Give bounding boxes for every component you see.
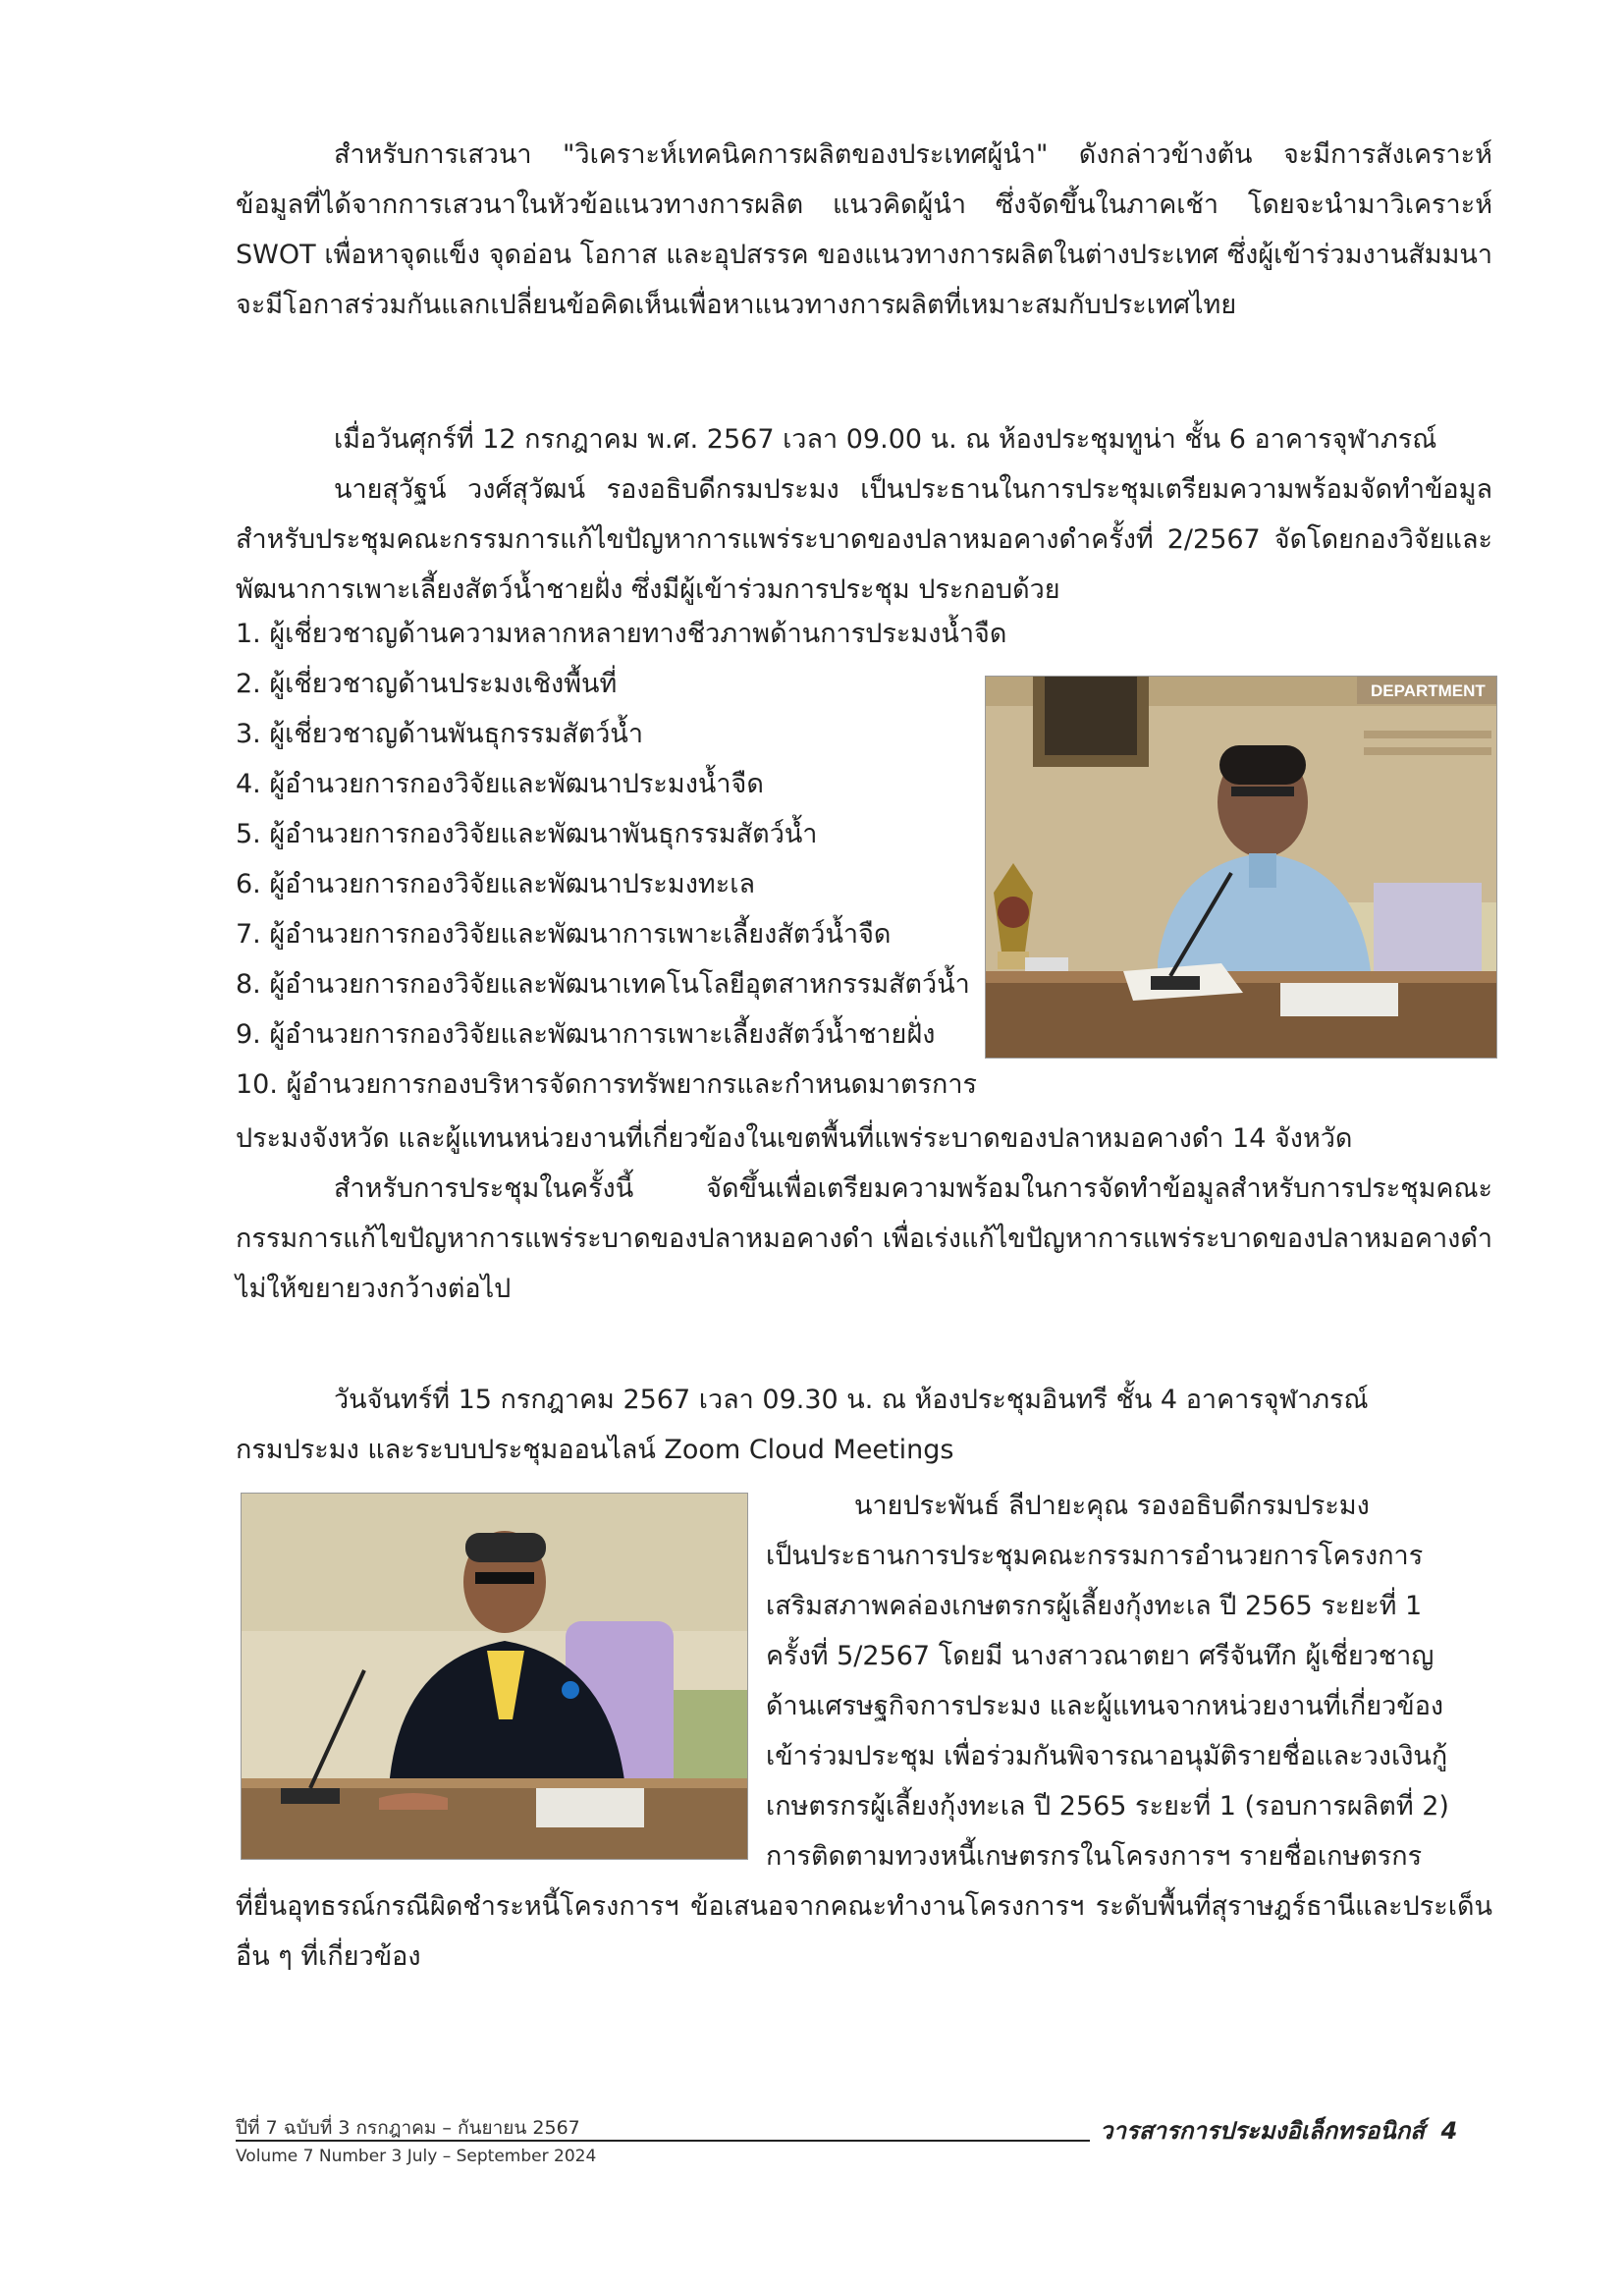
meeting2-tail: ที่ยื่นอุทธรณ์กรณีผิดชำระหนี้โครงการฯ ข้อเสนอจากคณะทำงานโครงการฯ ระดับพื้นที่สุราษฎร์ธานีและประเด็นอื่น ๆ ที่เกี่ยวข้อง bbox=[236, 1891, 1492, 1972]
meeting2-photo-illustration bbox=[242, 1494, 747, 1859]
meeting2-body-line: เป็นประธานการประชุมคณะกรรมการอำนวยการโครงการ bbox=[766, 1541, 1424, 1571]
list-item: 2. ผู้เชี่ยวชาญด้านประมงเชิงพื้นที่ bbox=[236, 669, 618, 699]
meeting2-body-line: ด้านเศรษฐกิจการประมง และผู้แทนจากหน่วยงานที่เกี่ยวข้อง bbox=[766, 1691, 1444, 1721]
meeting1-date-line: เมื่อวันศุกร์ที่ 12 กรกฎาคม พ.ศ. 2567 เวลา 09.00 น. ณ ห้องประชุมทูน่า ชั้น 6 อาคารจุฬาภรณ์ bbox=[334, 424, 1437, 455]
meeting1-photo bbox=[985, 676, 1497, 1059]
meeting1-closing: สำหรับการประชุมในครั้งนี้ จัดขึ้นเพื่อเตรียมความพร้อมในการจัดทำข้อมูลสำหรับการประชุมคณะกรรมการแก้ไขปัญหาการแพร่ระบาดของปลาหมอคางดำ เพื่อเร่งแก้ไขปัญหาการแพร่ระบาดของปลาหมอคางดำไม่ให้ขยายวงกว้างต่อไป bbox=[236, 1173, 1493, 1304]
list-item: 3. ผู้เชี่ยวชาญด้านพันธุกรรมสัตว์น้ำ bbox=[236, 719, 644, 749]
meeting2-date-line: วันจันทร์ที่ 15 กรกฎาคม 2567 เวลา 09.30 น. ณ ห้องประชุมอินทรี ชั้น 4 อาคารจุฬาภรณ์ bbox=[334, 1385, 1369, 1415]
footer-rule bbox=[236, 2140, 1090, 2142]
list-item: 9. ผู้อำนวยการกองวิจัยและพัฒนาการเพาะเลี้ยงสัตว์น้ำชายฝั่ง bbox=[236, 1019, 936, 1050]
meeting1-intro: นายสุวัฐน์ วงศ์สุวัฒน์ รองอธิบดีกรมประมง เป็นประธานในการประชุมเตรียมความพร้อมจัดทำข้อมูลสำหรับประชุมคณะกรรมการแก้ไขปัญหาการแพร่ระบาดของปลาหมอคางดำครั้งที่ 2/2567 จัดโดยกองวิจัยและพัฒนาการเพาะเลี้ยงสัตว์น้ำชายฝั่ง ซึ่งมีผู้เข้าร่วมการประชุม ประกอบด้วย bbox=[236, 474, 1492, 605]
list-item: 1. ผู้เชี่ยวชาญด้านความหลากหลายทางชีวภาพด้านการประมงน้ำจืด bbox=[236, 619, 1007, 649]
list-item: 7. ผู้อำนวยการกองวิจัยและพัฒนาการเพาะเลี้ยงสัตว์น้ำจืด bbox=[236, 919, 892, 950]
meeting2-body-line: เกษตรกรผู้เลี้ยงกุ้งทะเล ปี 2565 ระยะที่ 1 (รอบการผลิตที่ 2) bbox=[766, 1791, 1449, 1822]
swot-paragraph: สำหรับการเสวนา "วิเคราะห์เทคนิคการผลิตของประเทศผู้นำ" ดังกล่าวข้างต้น จะมีการสังเคราะห์ข้อมูลที่ได้จากการเสวนาในหัวข้อแนวทางการผลิต แนวคิดผู้นำ ซึ่งจัดขึ้นในภาคเช้า โดยจะนำมาวิเคราะห์ SWOT เพื่อหาจุดแข็ง จุดอ่อน โอกาส และอุปสรรค ของแนวทางการผลิตในต่างประเทศ ซึ่งผู้เข้าร่วมงานสัมมนาจะมีโอกาสร่วมกันแลกเปลี่ยนข้อคิดเห็นเพื่อหาแนวทางการผลิตที่เหมาะสมกับประเทศไทย bbox=[236, 139, 1492, 320]
meeting2-body-line: การติดตามทวงหนี้เกษตรกรในโครงการฯ รายชื่อเกษตรกร bbox=[766, 1841, 1423, 1872]
list-item: 8. ผู้อำนวยการกองวิจัยและพัฒนาเทคโนโลยีอุตสาหกรรมสัตว์น้ำ bbox=[236, 969, 970, 1000]
footer-issue-english: Volume 7 Number 3 July – September 2024 bbox=[236, 2147, 597, 2166]
list-item: 4. ผู้อำนวยการกองวิจัยและพัฒนาประมงน้ำจืด bbox=[236, 769, 764, 799]
department-sign-text: DEPARTMENT bbox=[1371, 681, 1486, 700]
meeting1-photo-illustration bbox=[986, 677, 1496, 1058]
footer-journal bbox=[1100, 2111, 1457, 2150]
meeting2-date-line-2: กรมประมง และระบบประชุมออนไลน์ Zoom Cloud Meetings bbox=[236, 1435, 954, 1465]
list-item: 6. ผู้อำนวยการกองวิจัยและพัฒนาประมงทะเล bbox=[236, 869, 755, 899]
meeting2-body-line: เข้าร่วมประชุม เพื่อร่วมกันพิจารณาอนุมัติรายชื่อและวงเงินกู้ bbox=[766, 1741, 1448, 1771]
meeting2-body-line: ครั้งที่ 5/2567 โดยมี นางสาวณาตยา ศรีจันทึก ผู้เชี่ยวชาญ bbox=[766, 1641, 1435, 1671]
meeting2-body-line: นายประพันธ์ ลีปายะคุณ รองอธิบดีกรมประมง bbox=[854, 1491, 1370, 1521]
meeting2-photo bbox=[241, 1493, 748, 1860]
list-item: 5. ผู้อำนวยการกองวิจัยและพัฒนาพันธุกรรมสัตว์น้ำ bbox=[236, 819, 818, 849]
footer-issue-thai: ปีที่ 7 ฉบับที่ 3 กรกฎาคม – กันยายน 2567 bbox=[236, 2117, 580, 2139]
attendee-list bbox=[236, 609, 1007, 1110]
list-item: 10. ผู้อำนวยการกองบริหารจัดการทรัพยากรและกำหนดมาตรการ bbox=[236, 1069, 978, 1100]
journal-title: วารสารการประมงอิเล็กทรอนิกส์ bbox=[1100, 2117, 1425, 2145]
meeting1-after-list: ประมงจังหวัด และผู้แทนหน่วยงานที่เกี่ยวข้องในเขตพื้นที่แพร่ระบาดของปลาหมอคางดำ 14 จังหวัด bbox=[236, 1123, 1353, 1154]
meeting2-body-line: เสริมสภาพคล่องเกษตรกรผู้เลี้ยงกุ้งทะเล ปี 2565 ระยะที่ 1 bbox=[766, 1591, 1423, 1621]
page-number: 4 bbox=[1440, 2117, 1458, 2145]
